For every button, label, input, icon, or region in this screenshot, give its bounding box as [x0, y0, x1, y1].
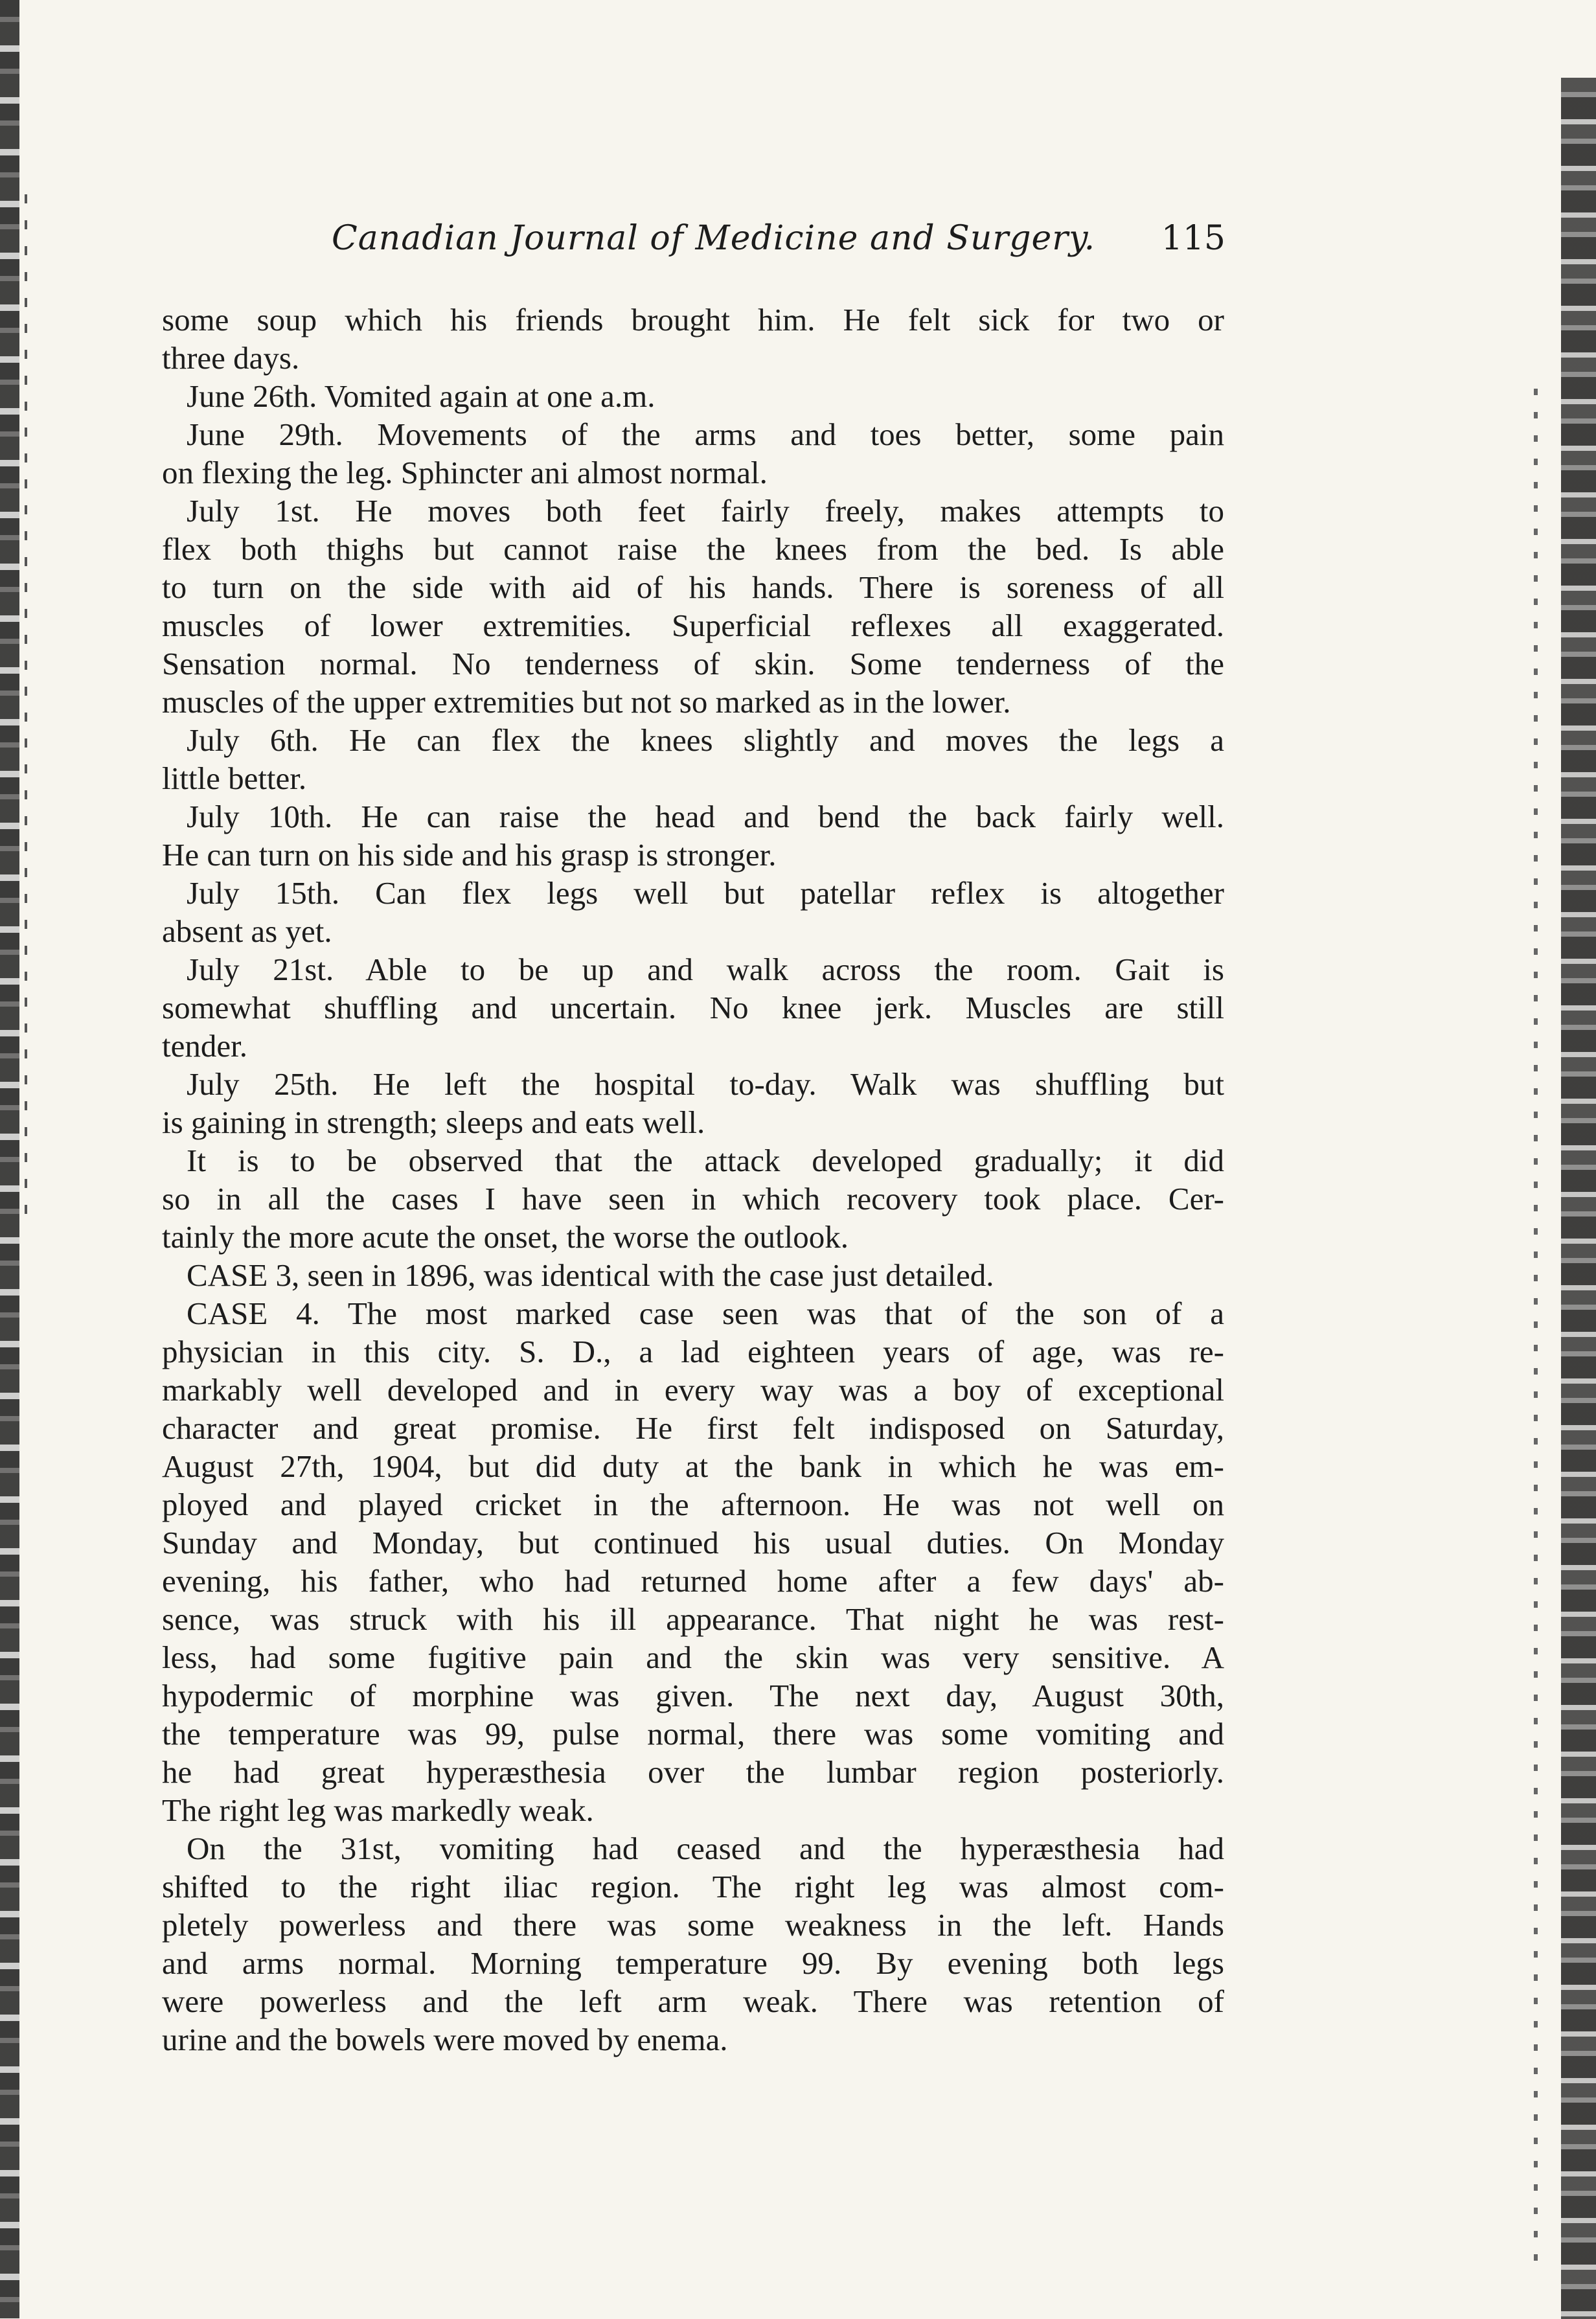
text-line: Sensation normal. No tenderness of skin. Some tenderness of the [162, 646, 1224, 681]
text-line: little better. [162, 760, 307, 796]
text-line: urine and the bowels were moved by enema. [162, 2022, 728, 2057]
text-line: the temperature was 99, pulse normal, there was some vomiting and [162, 1716, 1224, 1752]
text-line: June 26th. Vomited again at one a.m. [187, 378, 656, 414]
text-line: July 25th. He left the hospital to-day. Walk was shuffling but [187, 1066, 1224, 1102]
text-line: less, had some fugitive pain and the skin was very sensitive. A [162, 1639, 1224, 1675]
text-line: absent as yet. [162, 913, 332, 949]
text-line: evening, his father, who had returned home after a few days' ab- [162, 1563, 1224, 1599]
text-line: hypodermic of morphine was given. The next day, August 30th, [162, 1678, 1224, 1713]
text-line: to turn on the side with aid of his hands. There is soreness of all [162, 569, 1224, 605]
text-line: muscles of the upper extremities but not so marked as in the lower. [162, 684, 1011, 720]
text-line: CASE 3, seen in 1896, was identical with the case just detailed. [187, 1257, 994, 1293]
text-line: somewhat shuffling and uncertain. No knee jerk. Muscles are still [162, 990, 1224, 1025]
text-line: physician in this city. S. D., a lad eighteen years of age, was re- [162, 1334, 1224, 1369]
text-line: July 1st. He moves both feet fairly freely, makes attempts to [187, 493, 1224, 529]
text-line: Sunday and Monday, but continued his usual duties. On Monday [162, 1525, 1224, 1560]
text-line: He can turn on his side and his grasp is stronger. [162, 837, 777, 873]
text-line: August 27th, 1904, but did duty at the bank in which he was em- [162, 1448, 1224, 1484]
scan-right-edge [1561, 78, 1596, 2319]
text-line: ployed and played cricket in the afternoon. He was not well on [162, 1487, 1224, 1522]
text-line: and arms normal. Morning temperature 99. By evening both legs [162, 1945, 1224, 1981]
text-line: July 21st. Able to be up and walk across the room. Gait is [187, 952, 1224, 987]
journal-title: Canadian Journal of Medicine and Surgery. [332, 219, 1096, 258]
text-line: flex both thighs but cannot raise the knees from the bed. Is able [162, 531, 1224, 567]
text-line: he had great hyperæsthesia over the lumbar region posteriorly. [162, 1754, 1224, 1790]
text-line: character and great promise. He first felt indisposed on Saturday, [162, 1410, 1224, 1446]
text-line: July 15th. Can flex legs well but patellar reflex is altogether [187, 875, 1224, 911]
text-line: tender. [162, 1028, 247, 1064]
text-line: July 10th. He can raise the head and bend the back fairly well. [187, 799, 1224, 834]
text-line: sence, was struck with his ill appearance. That night he was rest- [162, 1601, 1224, 1637]
text-line: The right leg was markedly weak. [162, 1792, 594, 1828]
text-line: It is to be observed that the attack developed gradually; it did [187, 1143, 1224, 1178]
text-line: markably well developed and in every way was a boy of exceptional [162, 1372, 1224, 1408]
text-line: were powerless and the left arm weak. There was retention of [162, 1983, 1224, 2019]
text-line: so in all the cases I have seen in which recovery took place. Cer- [162, 1181, 1224, 1217]
text-line: some soup which his friends brought him. He felt sick for two or [162, 302, 1224, 337]
text-line: three days. [162, 340, 300, 376]
text-line: CASE 4. The most marked case seen was that of the son of a [187, 1296, 1224, 1331]
text-line: pletely powerless and there was some weakness in the left. Hands [162, 1907, 1224, 1943]
running-header [332, 219, 1238, 271]
text-line: June 29th. Movements of the arms and toes better, some pain [187, 417, 1224, 452]
text-line: July 6th. He can flex the knees slightly and moves the legs a [187, 722, 1224, 758]
text-line: On the 31st, vomiting had ceased and the hyperæsthesia had [187, 1831, 1224, 1866]
text-line: tainly the more acute the onset, the worse the outlook. [162, 1219, 849, 1255]
text-line: is gaining in strength; sleeps and eats well. [162, 1104, 705, 1140]
page-number: 115 [1161, 219, 1226, 258]
text-line: muscles of lower extremities. Superficial reflexes all exaggerated. [162, 608, 1224, 643]
scan-left-margin-marks [25, 194, 27, 1231]
scan-right-margin-marks [1534, 389, 1538, 2267]
text-line: shifted to the right iliac region. The right leg was almost com- [162, 1869, 1224, 1904]
text-line: on flexing the leg. Sphincter ani almost normal. [162, 455, 768, 490]
body-text [162, 301, 1224, 2059]
scan-left-edge [0, 0, 19, 2318]
